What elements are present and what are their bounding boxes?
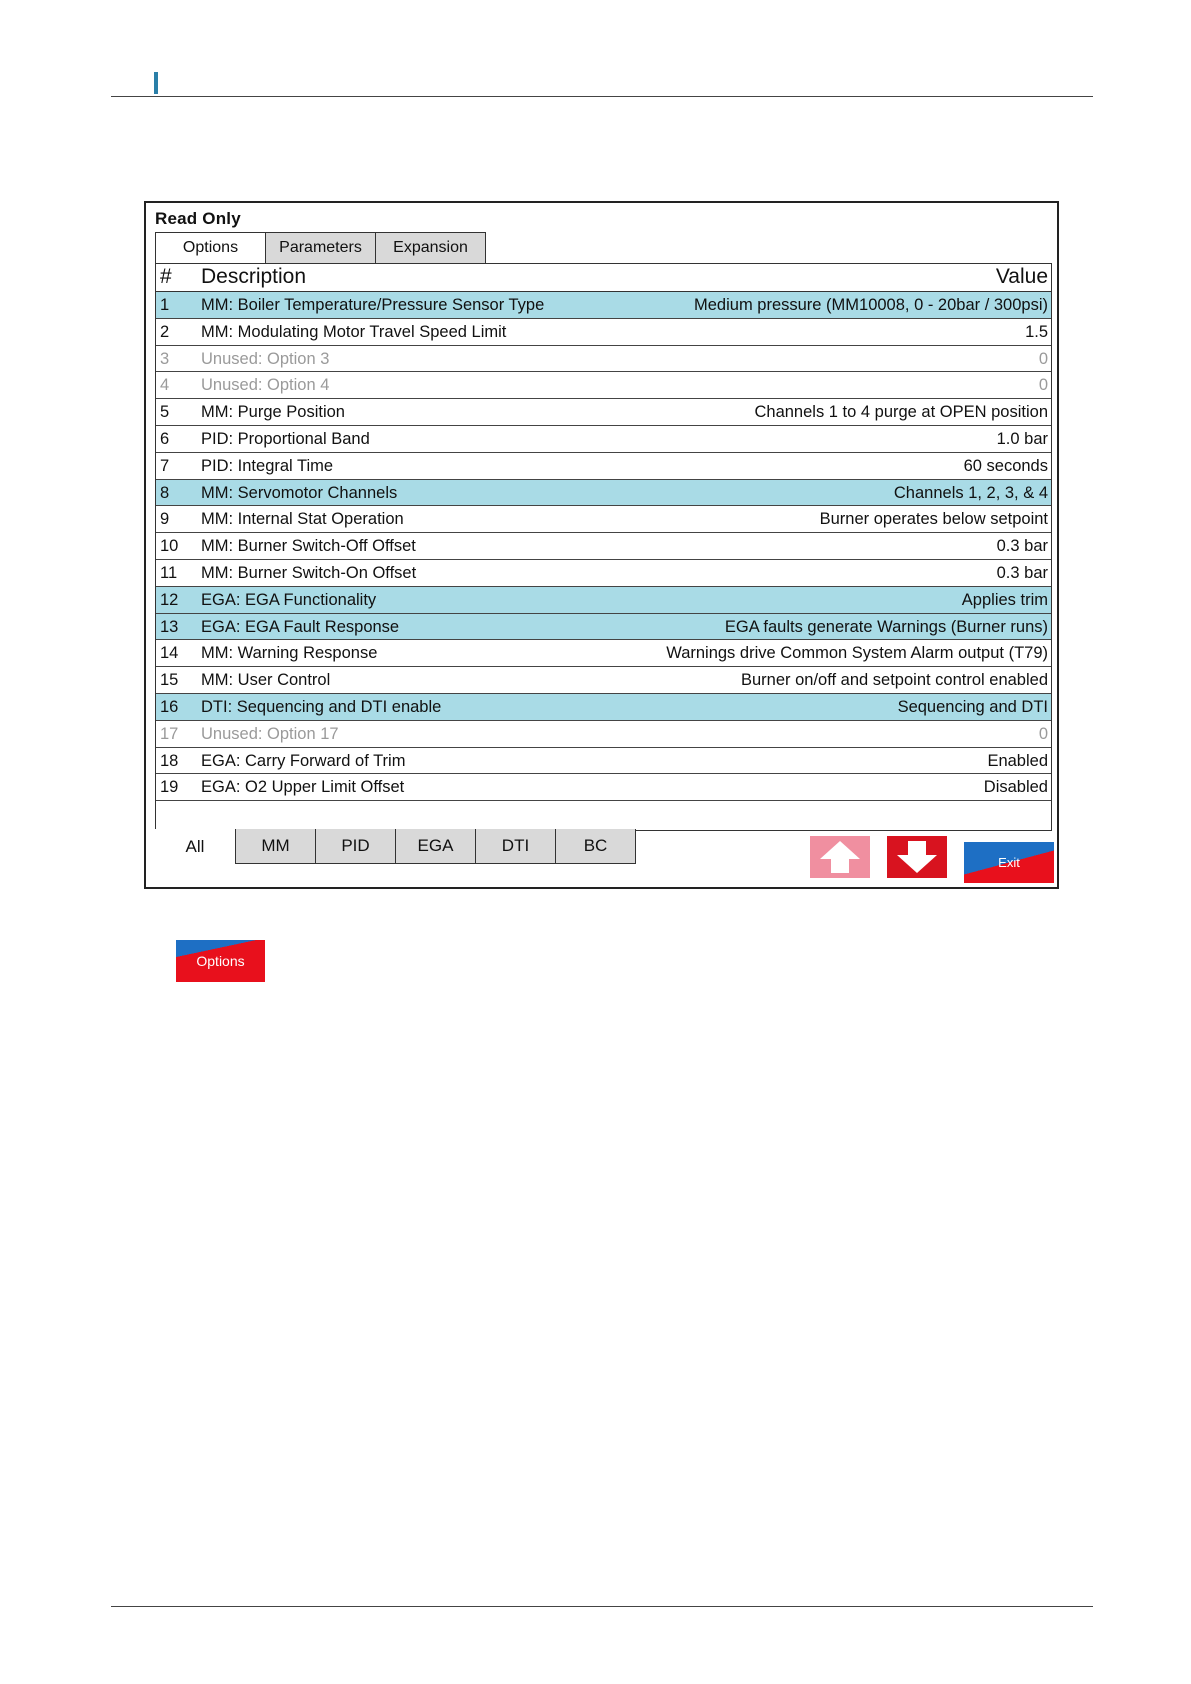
row-description: EGA: O2 Upper Limit Offset (201, 778, 405, 797)
table-row[interactable] (156, 748, 1051, 775)
table-row[interactable] (156, 346, 1051, 373)
row-description: MM: Warning Response (201, 644, 378, 663)
filter-tab-ega[interactable]: EGA (395, 829, 476, 864)
row-value: 0 (1038, 349, 1048, 368)
row-number: 10 (160, 537, 179, 556)
row-description: MM: User Control (201, 671, 331, 690)
row-number: 19 (160, 778, 179, 797)
filter-tab-mm[interactable]: MM (235, 829, 316, 864)
table-row[interactable] (156, 721, 1051, 748)
tab-expansion[interactable]: Expansion (375, 232, 486, 263)
table-row[interactable] (156, 587, 1051, 614)
row-number: 1 (160, 296, 170, 314)
row-description: MM: Burner Switch-Off Offset (201, 537, 416, 556)
row-description: MM: Servomotor Channels (201, 483, 398, 502)
row-value: Enabled (987, 751, 1048, 770)
row-value: 0.3 bar (996, 537, 1048, 556)
table-header (156, 264, 1051, 292)
table-row[interactable] (156, 640, 1051, 667)
table-row[interactable] (156, 560, 1051, 587)
row-value: 60 seconds (963, 456, 1048, 475)
footer-divider (111, 1606, 1093, 1607)
scroll-down-button[interactable] (887, 836, 947, 878)
row-value: Channels 1 to 4 purge at OPEN position (754, 403, 1048, 422)
row-value: Medium pressure (MM10008, 0 - 20bar / 300psi) (694, 296, 1048, 314)
row-description: Unused: Option 4 (201, 376, 330, 395)
table-row[interactable] (156, 399, 1051, 426)
table-row[interactable] (156, 533, 1051, 560)
row-number: 18 (160, 751, 179, 770)
row-value: 0 (1038, 724, 1048, 743)
options-table (155, 263, 1052, 831)
row-description: MM: Boiler Temperature/Pressure Sensor Type (201, 296, 545, 314)
row-description: EGA: EGA Functionality (201, 590, 377, 609)
header-description: Description (201, 265, 307, 288)
row-value: 1.5 (1025, 322, 1048, 341)
row-value: Disabled (983, 778, 1048, 797)
tab-parameters[interactable]: Parameters (265, 232, 376, 263)
table-row[interactable] (156, 453, 1051, 480)
filter-tab-all[interactable]: All (155, 829, 236, 864)
row-description: MM: Modulating Motor Travel Speed Limit (201, 322, 507, 341)
filter-tab-bar (155, 829, 635, 864)
row-number: 9 (160, 510, 170, 529)
table-row[interactable] (156, 694, 1051, 721)
row-value: Warnings drive Common System Alarm output (T79) (666, 644, 1048, 663)
options-button[interactable]: Options (176, 940, 265, 982)
filter-tab-bc[interactable]: BC (555, 829, 636, 864)
table-row[interactable] (156, 426, 1051, 453)
row-number: 6 (160, 429, 170, 448)
row-description: EGA: Carry Forward of Trim (201, 751, 406, 770)
row-description: EGA: EGA Fault Response (201, 617, 400, 636)
row-value: Applies trim (961, 590, 1048, 609)
row-number: 2 (160, 322, 170, 341)
table-row[interactable] (156, 774, 1051, 801)
table-row[interactable] (156, 292, 1051, 319)
header-divider (111, 96, 1093, 97)
row-number: 3 (160, 349, 170, 368)
row-value: Channels 1, 2, 3, & 4 (893, 483, 1048, 502)
row-value: 1.0 bar (996, 429, 1048, 448)
row-number: 11 (160, 563, 178, 582)
header-accent-mark (154, 72, 158, 94)
row-value: EGA faults generate Warnings (Burner runs) (724, 617, 1048, 636)
header-number: # (160, 265, 172, 288)
table-row[interactable] (156, 506, 1051, 533)
table-row[interactable] (156, 614, 1051, 641)
row-number: 14 (160, 644, 179, 663)
row-value: Sequencing and DTI (897, 697, 1048, 716)
row-value: 0.3 bar (996, 563, 1048, 582)
table-row[interactable] (156, 319, 1051, 346)
table-row[interactable] (156, 372, 1051, 399)
row-description: MM: Burner Switch-On Offset (201, 563, 417, 582)
filter-tab-pid[interactable]: PID (315, 829, 396, 864)
row-description: Unused: Option 17 (201, 724, 339, 743)
arrow-up-icon (810, 836, 870, 878)
row-value: Burner on/off and setpoint control enabled (741, 671, 1048, 690)
row-value: 0 (1038, 376, 1048, 395)
row-description: MM: Purge Position (201, 403, 345, 422)
scroll-up-button[interactable] (810, 836, 870, 878)
row-description: PID: Proportional Band (201, 429, 370, 448)
arrow-down-icon (887, 836, 947, 878)
exit-button[interactable]: Exit (964, 842, 1054, 883)
row-number: 13 (160, 617, 179, 636)
row-number: 5 (160, 403, 170, 422)
row-number: 12 (160, 590, 179, 609)
row-number: 17 (160, 724, 179, 743)
row-description: Unused: Option 3 (201, 349, 330, 368)
row-description: DTI: Sequencing and DTI enable (201, 697, 442, 716)
row-number: 16 (160, 697, 179, 716)
row-number: 8 (160, 483, 170, 502)
row-value: Burner operates below setpoint (819, 510, 1048, 529)
screen-title: Read Only (155, 209, 241, 228)
table-row[interactable] (156, 480, 1051, 507)
row-description: MM: Internal Stat Operation (201, 510, 404, 529)
tab-options[interactable]: Options (155, 232, 266, 263)
row-number: 4 (160, 376, 170, 395)
filter-tab-dti[interactable]: DTI (475, 829, 556, 864)
row-number: 15 (160, 671, 179, 690)
row-description: PID: Integral Time (201, 456, 334, 475)
header-value: Value (995, 265, 1048, 288)
row-number: 7 (160, 456, 170, 475)
hmi-options-screen (144, 201, 1059, 889)
table-row[interactable] (156, 667, 1051, 694)
top-tab-bar (155, 232, 485, 263)
